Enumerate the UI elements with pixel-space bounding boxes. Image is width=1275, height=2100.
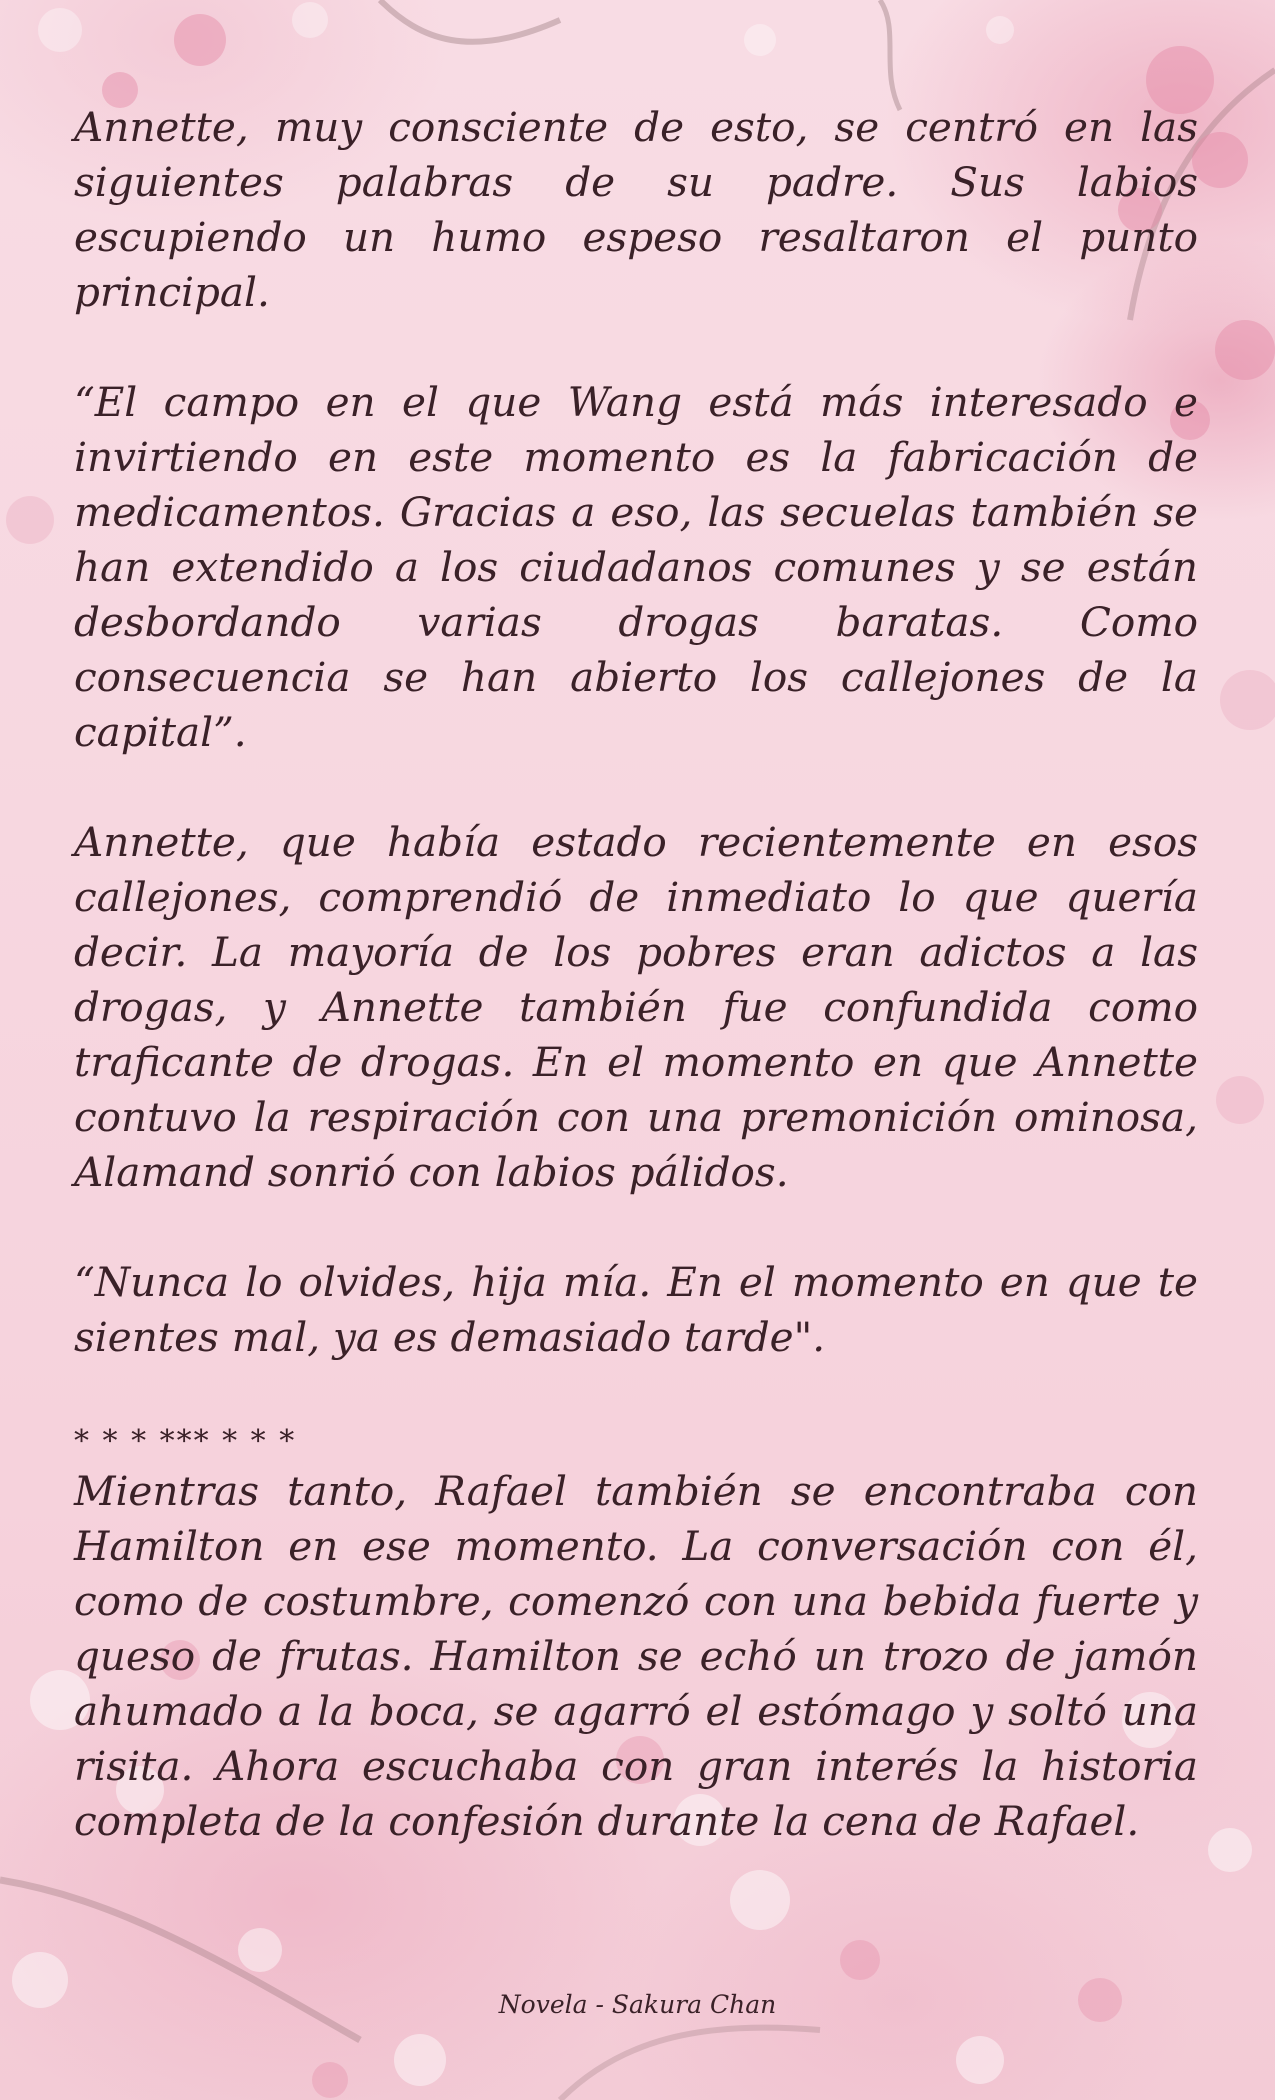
paragraph-4: “Nunca lo olvides, hija mía. En el momento en que te sientes mal, ya es demasiado tarde".: [74, 1258, 1198, 1361]
scene-separator: * * * *** * * *: [74, 1424, 297, 1459]
paragraph-2: “El campo en el que Wang está más interesado e invirtiendo en este momento es la fabricación de medicamentos. Gracias a eso, las secuelas también se han extendido a los ciudadanos comunes y se están desbordando varias drogas baratas. Como consecuencia se han abierto los callejones de la capital”.: [74, 378, 1198, 756]
paragraph-1: Annette, muy consciente de esto, se centró en las siguientes palabras de su padre. Sus labios escupiendo un humo espeso resaltaron el punto principal.: [74, 103, 1198, 316]
footer-credit: Novela - Sakura Chan: [498, 1990, 777, 2019]
paragraph-3: Annette, que había estado recientemente en esos callejones, comprendió de inmediato lo que quería decir. La mayoría de los pobres eran adictos a las drogas, y Annette también fue confundida como traficante de drogas. En el momento en que Annette contuvo la respiración con una premonición ominosa, Alamand sonrió con labios pálidos.: [74, 818, 1198, 1196]
paragraph-5: Mientras tanto, Rafael también se encontraba con Hamilton en ese momento. La conversación con él, como de costumbre, comenzó con una bebida fuerte y queso de frutas. Hamilton se echó un trozo de jamón ahumado a la boca, se agarró el estómago y soltó una risita. Ahora escuchaba con gran interés la historia completa de la confesión durante la cena de Rafael.: [74, 1467, 1198, 1845]
story-text: [74, 100, 1198, 1904]
